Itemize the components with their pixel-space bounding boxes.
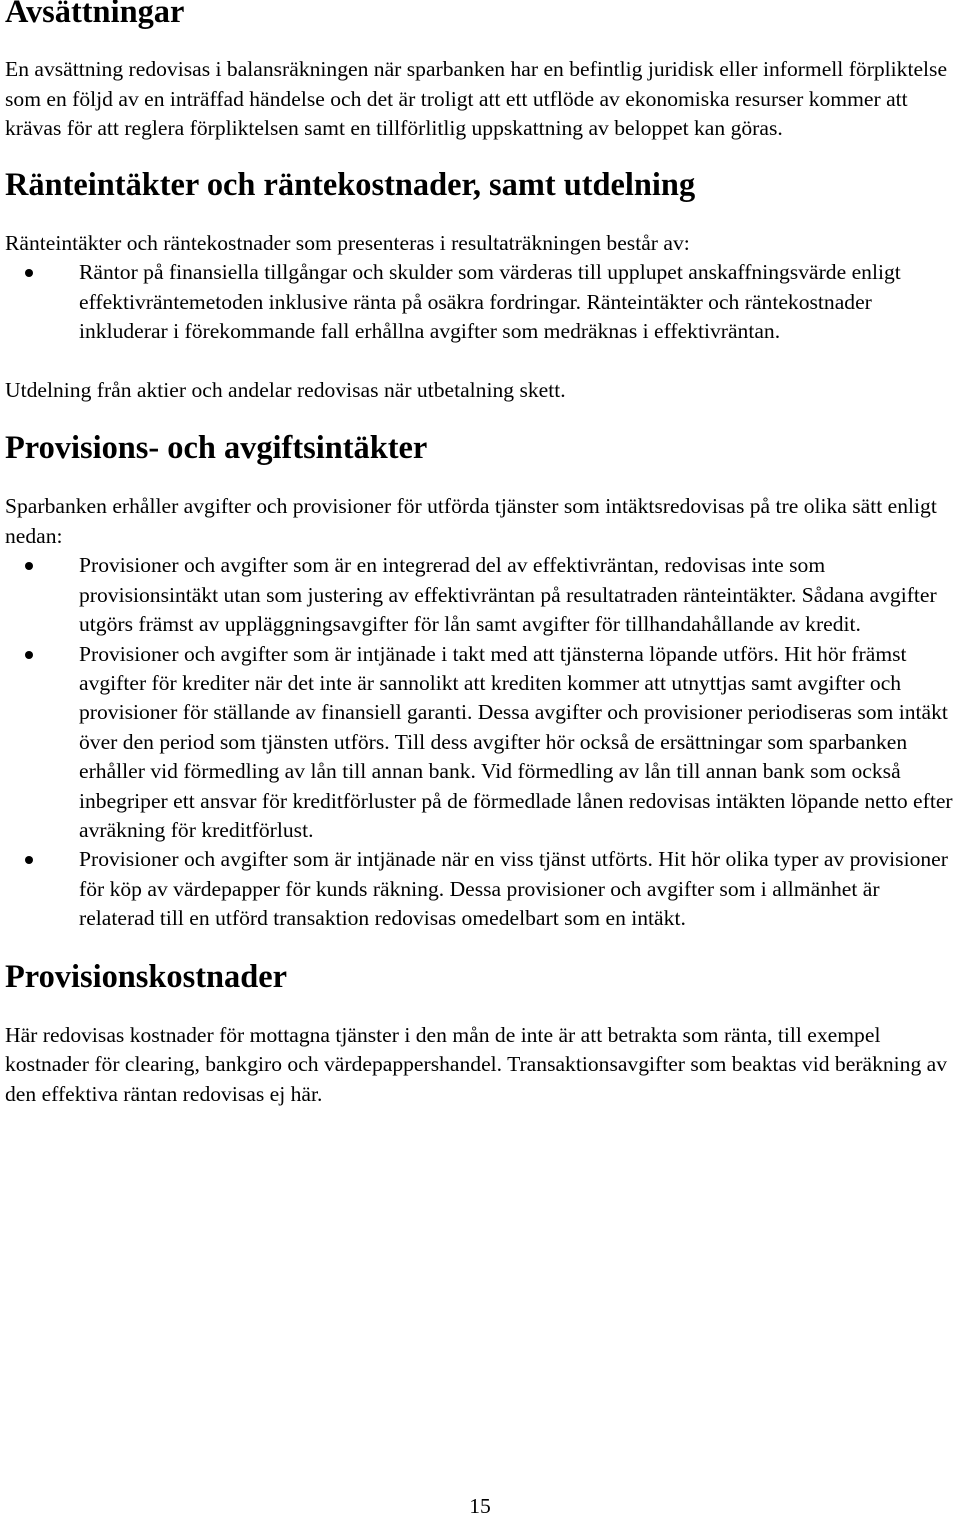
paragraph-utdelning: Utdelning från aktier och andelar redovisas när utbetalning skett. [5, 377, 566, 402]
paragraph-ranteintakter-intro: Ränteintäkter och räntekostnader som presenteras i resultaträkningen består av: [5, 231, 690, 256]
page-number: 15 [469, 1494, 491, 1518]
list-item [5, 845, 960, 933]
bullet-list-ranteintakter [5, 258, 960, 346]
bullet-icon [25, 856, 33, 864]
bullet-icon [25, 651, 33, 659]
paragraph-avsattningar: En avsättning redovisas i balansräkningen när sparbanken har en befintlig juridisk eller informell förpliktelse som en följd av en inträffad händelse och det är troligt att ett utflöde av ekonomiska resurser kommer att krävas för att reglera förpliktelsen samt en tillförlitlig uppskattning av beloppet kan göras. [5, 57, 948, 141]
paragraph-provisionsintakter-intro: Sparbanken erhåller avgifter och provisioner för utförda tjänster som intäktsredovisas på tre olika sätt enligt nedan: [5, 494, 937, 548]
list-item [5, 551, 960, 639]
section-heading-provisionsintakter: Provisions- och avgiftsintäkter [5, 430, 428, 467]
list-item [5, 258, 960, 346]
bullet-list-provisionsintakter [5, 551, 960, 933]
list-item [5, 640, 960, 846]
list-item-text: Provisioner och avgifter som är intjänade i takt med att tjänsterna löpande utförs. Hit hör främst avgifter för krediter när det inte är sannolikt att krediten kommer att utnyttjas samt avgifter och provisioner för ställande av finansiell garanti. Dessa avgifter och provisioner periodiseras som intäkt över den period som tjänsten utförs. Till dess avgifter hör också de ersättningar som sparbanken erhåller vid förmedling av lån till annan bank. Vid förmedling av lån till annan bank som också inbegriper ett ansvar för kreditförluster på de förmedlade lånen redovisas intäkten löpande netto efter avräkning för kreditförlust. [79, 641, 953, 842]
list-item-text: Provisioner och avgifter som är en integrerad del av effektivräntan, redovisas inte som provisionsintäkt utan som justering av effektivräntan på resultatraden ränteintäkter. Sådana avgifter utgörs främst av uppläggningsavgifter för lån samt avgifter för tillhandahållande av kredit. [79, 553, 937, 637]
paragraph-provisionskostnader: Här redovisas kostnader för mottagna tjänster i den mån de inte är att betrakta som ränta, till exempel kostnader för clearing, bankgiro och värdepappershandel. Transaktionsavgifter som beaktas vid beräkning av den effektiva räntan redovisas ej här. [5, 1022, 948, 1106]
section-heading-provisionskostnader: Provisionskostnader [5, 958, 287, 995]
section-heading-avsattningar: Avsättningar [5, 0, 185, 30]
bullet-icon [25, 269, 33, 277]
list-item-text: Provisioner och avgifter som är intjänade när en viss tjänst utförts. Hit hör olika typer av provisioner för köp av värdepapper för kunds räkning. Dessa provisioner och avgifter som i allmänhet är relaterad till en utförd transaktion redovisas omedelbart som en intäkt. [79, 847, 948, 931]
bullet-icon [25, 562, 33, 570]
document-page [5, 0, 960, 1109]
list-item-text: Räntor på finansiella tillgångar och skulder som värderas till upplupet anskaffningsvärde enligt effektivräntemetoden inklusive ränta på osäkra fordringar. Ränteintäkter och räntekostnader inkluderar i förekommande fall erhållna avgifter som medräknas i effektivräntan. [79, 260, 901, 344]
section-heading-ranteintakter: Ränteintäkter och räntekostnader, samt utdelning [5, 166, 696, 203]
